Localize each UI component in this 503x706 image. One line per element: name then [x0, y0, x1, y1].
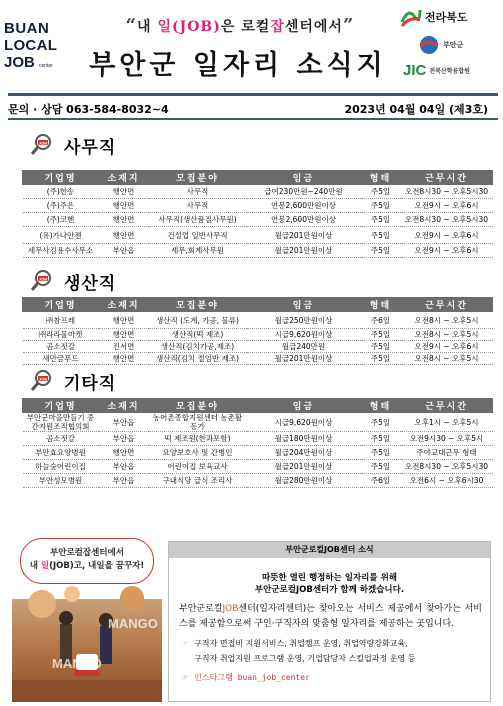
column-header: 모집분야: [149, 399, 247, 413]
table-cell: 사무직(생산품질사무원): [149, 213, 247, 227]
table-cell: 오전8시30 ~ 오후5시30: [401, 185, 493, 199]
table-cell: 진서면: [99, 341, 149, 353]
table-cell: 주5일: [361, 460, 401, 474]
table-row: [23, 199, 493, 213]
table-row: [23, 227, 493, 244]
table-row: [23, 474, 493, 488]
table-cell: 세무,회계사무원: [149, 244, 247, 258]
column-header: 근무시간: [401, 171, 493, 185]
svg-text:JOB: JOB: [38, 140, 48, 146]
buan-logo: 부안군: [418, 34, 463, 56]
table-cell: 농어촌종합지원센터 농촌활동가: [149, 413, 247, 432]
table-header-row: [23, 298, 493, 312]
table-cell: 오전8시 ~ 오후5시: [401, 353, 493, 365]
table-cell: 주5일: [361, 446, 401, 460]
column-header: 근무시간: [401, 298, 493, 312]
table-cell: 떡 제조원(한과포함): [149, 432, 247, 446]
jic-mark-icon: JIC: [403, 62, 427, 79]
table-cell: 행안면: [99, 227, 149, 244]
table-cell: 곰소젓갈: [23, 432, 99, 446]
table-cell: 오전9시 ~ 오후6시: [401, 227, 493, 244]
table-cell: 월급201만원이상: [247, 353, 361, 365]
office-jobs-table: [22, 170, 493, 258]
table-row: [23, 341, 493, 353]
news-box-lead: 따뜻한 열린 행정하는 일자리를 위해 부안군로컬JOB센터가 함께 하겠습니다.: [254, 573, 405, 595]
logo-line1: BUAN: [4, 20, 50, 37]
table-header-row: [23, 171, 493, 185]
table-cell: 부안효요양병원: [23, 446, 99, 460]
job-center-news-box: [168, 541, 491, 702]
header-divider: [8, 93, 498, 96]
column-header: 형태: [361, 399, 401, 413]
table-cell: 시급9,620원이상: [247, 413, 361, 432]
jic-logo: JIC 전북산학융합원: [403, 62, 470, 79]
production-jobs-table: [22, 297, 493, 365]
table-cell: 행안면: [99, 199, 149, 213]
table-cell: 건설업 일반사무직: [149, 227, 247, 244]
table-cell: 행안면: [99, 353, 149, 365]
table-cell: 주5일: [361, 213, 401, 227]
table-row: [23, 244, 493, 258]
table-cell: 오후1시 ~ 오후5시: [401, 413, 493, 432]
table-cell: 행안면: [99, 213, 149, 227]
service-list-item: ☞ 구직자 면접비 지원서비스, 취업캠프 운영, 취업역량강화교육,: [181, 636, 480, 651]
table-cell: 행안면: [99, 329, 149, 341]
table-cell: 사무직: [149, 185, 247, 199]
table-cell: 주6일: [361, 312, 401, 329]
table-cell: 생산직(떡 제조): [149, 329, 247, 341]
section-office-heading: JOB 사무직: [30, 133, 116, 157]
table-cell: 연봉2,600만원이상: [247, 213, 361, 227]
table-cell: 주5일: [361, 185, 401, 199]
column-header: 형태: [361, 171, 401, 185]
table-cell: 월급180만원이상: [247, 432, 361, 446]
table-cell: 요양보호사 및 간병인: [149, 446, 247, 460]
table-cell: 오전6시 ~ 오후6시30: [401, 474, 493, 488]
table-cell: 구내식당 급식 조리사: [149, 474, 247, 488]
column-header: 임금: [247, 399, 361, 413]
column-header: 임금: [247, 171, 361, 185]
table-cell: 생산직(김치 절임반 제조): [149, 353, 247, 365]
table-cell: 주5일: [361, 329, 401, 341]
table-header-row: [23, 399, 493, 413]
table-cell: 부안군마을만들기 중간지원조직협의회: [23, 413, 99, 432]
table-cell: 월급201만원이상: [247, 227, 361, 244]
table-row: [23, 329, 493, 341]
column-header: 형태: [361, 298, 401, 312]
table-cell: 오전8시30 ~ 오후5시30: [401, 460, 493, 474]
issue-date: 2023년 04월 04일 (제3호): [344, 103, 488, 116]
table-cell: 월급201만원이상: [247, 244, 361, 258]
table-cell: 새만금푸드: [23, 353, 99, 365]
table-cell: 월급250만원이상: [247, 312, 361, 329]
table-cell: 사무직: [149, 199, 247, 213]
table-cell: 주5일: [361, 227, 401, 244]
table-cell: 오전9시 ~ 오후6시: [401, 244, 493, 258]
table-cell: 오전9시30 ~ 오후5시: [401, 432, 493, 446]
table-cell: (주)주은: [23, 199, 99, 213]
table-cell: 주5일: [361, 432, 401, 446]
column-header: 모집분야: [149, 171, 247, 185]
table-cell: 오전8시 ~ 오후5시: [401, 329, 493, 341]
newsletter-header: [0, 0, 503, 92]
table-cell: 주5일: [361, 244, 401, 258]
promo-poster: 부안로컬잡센터에서 내 일(JOB)고, 내일을 꿈꾸자! MANGO MANGO: [12, 536, 162, 702]
table-cell: 주5일: [361, 353, 401, 365]
table-cell: 오전8시30 ~ 오후5시30: [401, 213, 493, 227]
table-cell: 부안읍: [99, 460, 149, 474]
table-cell: 시급9,620원이상: [247, 329, 361, 341]
table-row: [23, 185, 493, 199]
jeonbuk-emblem-icon: [400, 6, 422, 28]
table-cell: 주5일: [361, 413, 401, 432]
table-row: [23, 460, 493, 474]
table-cell: 하늘숲어린이집: [23, 460, 99, 474]
poster-speech-bubble: 부안로컬잡센터에서 내 일(JOB)고, 내일을 꿈꾸자!: [20, 538, 154, 584]
contact-date-bar: [8, 98, 498, 118]
header-divider-bottom: [8, 118, 498, 120]
table-cell: 주5일: [361, 199, 401, 213]
sponsor-logos: [400, 4, 500, 88]
table-cell: 오전9시 ~ 오후6시: [401, 199, 493, 213]
table-cell: 연봉2,600만원이상: [247, 199, 361, 213]
table-cell: (유)가나안젠: [23, 227, 99, 244]
column-header: 기업명: [23, 298, 99, 312]
column-header: 기업명: [23, 399, 99, 413]
table-cell: ㈜참프레: [23, 312, 99, 329]
table-row: [23, 213, 493, 227]
autumn-people-illustration: [12, 584, 162, 702]
news-box-heading: 부안군로컬JOB센터 소식: [169, 542, 490, 558]
table-cell: 부안읍: [99, 474, 149, 488]
table-cell: 주야교대근무 형태: [401, 446, 493, 460]
other-jobs-table: [22, 398, 493, 488]
section-production-heading: JOB 생산직: [30, 269, 116, 293]
table-cell: 행안면: [99, 446, 149, 460]
column-header: 소재지: [99, 171, 149, 185]
table-cell: 오전9시 ~ 오후6시: [401, 341, 493, 353]
table-cell: 월급240만원: [247, 341, 361, 353]
table-cell: 월급204만원이상: [247, 446, 361, 460]
logo-line2: LOCAL: [4, 37, 58, 54]
table-cell: 행안면: [99, 312, 149, 329]
column-header: 모집분야: [149, 298, 247, 312]
table-cell: ㈜라라물마켓: [23, 329, 99, 341]
svg-text:JOB: JOB: [38, 276, 48, 282]
svg-text:JOB: JOB: [38, 376, 48, 382]
table-cell: 주6일: [361, 474, 401, 488]
instagram-link[interactable]: ☞ 인스타그램 buan_job_center: [181, 673, 310, 682]
column-header: 근무시간: [401, 399, 493, 413]
service-list: [181, 636, 480, 666]
table-cell: 주5일: [361, 341, 401, 353]
magnifier-job-icon: [30, 269, 56, 293]
table-cell: 월급201만원이상: [247, 460, 361, 474]
table-row: [23, 446, 493, 460]
table-cell: (주)코헨: [23, 213, 99, 227]
table-row: [23, 432, 493, 446]
service-list-item: 구직자 취업지원 프로그램 운영, 기업담당자 스킬업과정 운영 등: [194, 654, 416, 663]
column-header: 임금: [247, 298, 361, 312]
column-header: 소재지: [99, 298, 149, 312]
table-cell: 생산직(김치가공,제조): [149, 341, 247, 353]
table-cell: (주)한송: [23, 185, 99, 199]
table-cell: 부안읍: [99, 413, 149, 432]
news-box-body: 부안군로컬JOB센터(일자리센터)는 찾아오는 서비스 제공에서 찾아가는 서비스를 제공함으로써 구인·구직자의 맞춤형 일자리를 제공하는 곳입니다.: [179, 604, 482, 629]
table-row: [23, 312, 493, 329]
section-other-heading: JOB 기타직: [30, 369, 116, 393]
table-cell: 오전8시 ~ 오후5시: [401, 312, 493, 329]
column-header: 기업명: [23, 171, 99, 185]
magnifier-job-icon: [30, 369, 56, 393]
contact-info: 문의 · 상담 063-584-8032~4: [8, 103, 169, 116]
table-cell: 생산직 (도계, 가공, 물류): [149, 312, 247, 329]
magnifier-job-icon: [30, 133, 56, 157]
page-title: 부안군 일자리 소식지: [89, 50, 387, 81]
table-cell: 어린이집 보육교사: [149, 460, 247, 474]
buan-emblem-icon: [418, 34, 440, 56]
table-cell: 세무사김용수사무소: [23, 244, 99, 258]
pointing-hand-icon: ☞: [181, 639, 189, 648]
table-cell: 행안면: [99, 185, 149, 199]
instagram-icon: ☞: [181, 673, 189, 682]
table-row: [23, 353, 493, 365]
buan-local-job-logo: [4, 20, 70, 76]
table-cell: 월급280만원이상: [247, 474, 361, 488]
table-cell: 급여230만원~240만원: [247, 185, 361, 199]
table-row: [23, 413, 493, 432]
table-cell: 부안읍: [99, 244, 149, 258]
table-cell: 부안읍: [99, 432, 149, 446]
slogan: “내 일(JOB)은 로컬잡센터에서”: [125, 15, 355, 36]
table-cell: 곰소젓갈: [23, 341, 99, 353]
column-header: 소재지: [99, 399, 149, 413]
jeonbuk-logo: 전라북도: [400, 6, 468, 28]
table-cell: 부안성모병원: [23, 474, 99, 488]
logo-line3: JOB center: [4, 54, 53, 71]
